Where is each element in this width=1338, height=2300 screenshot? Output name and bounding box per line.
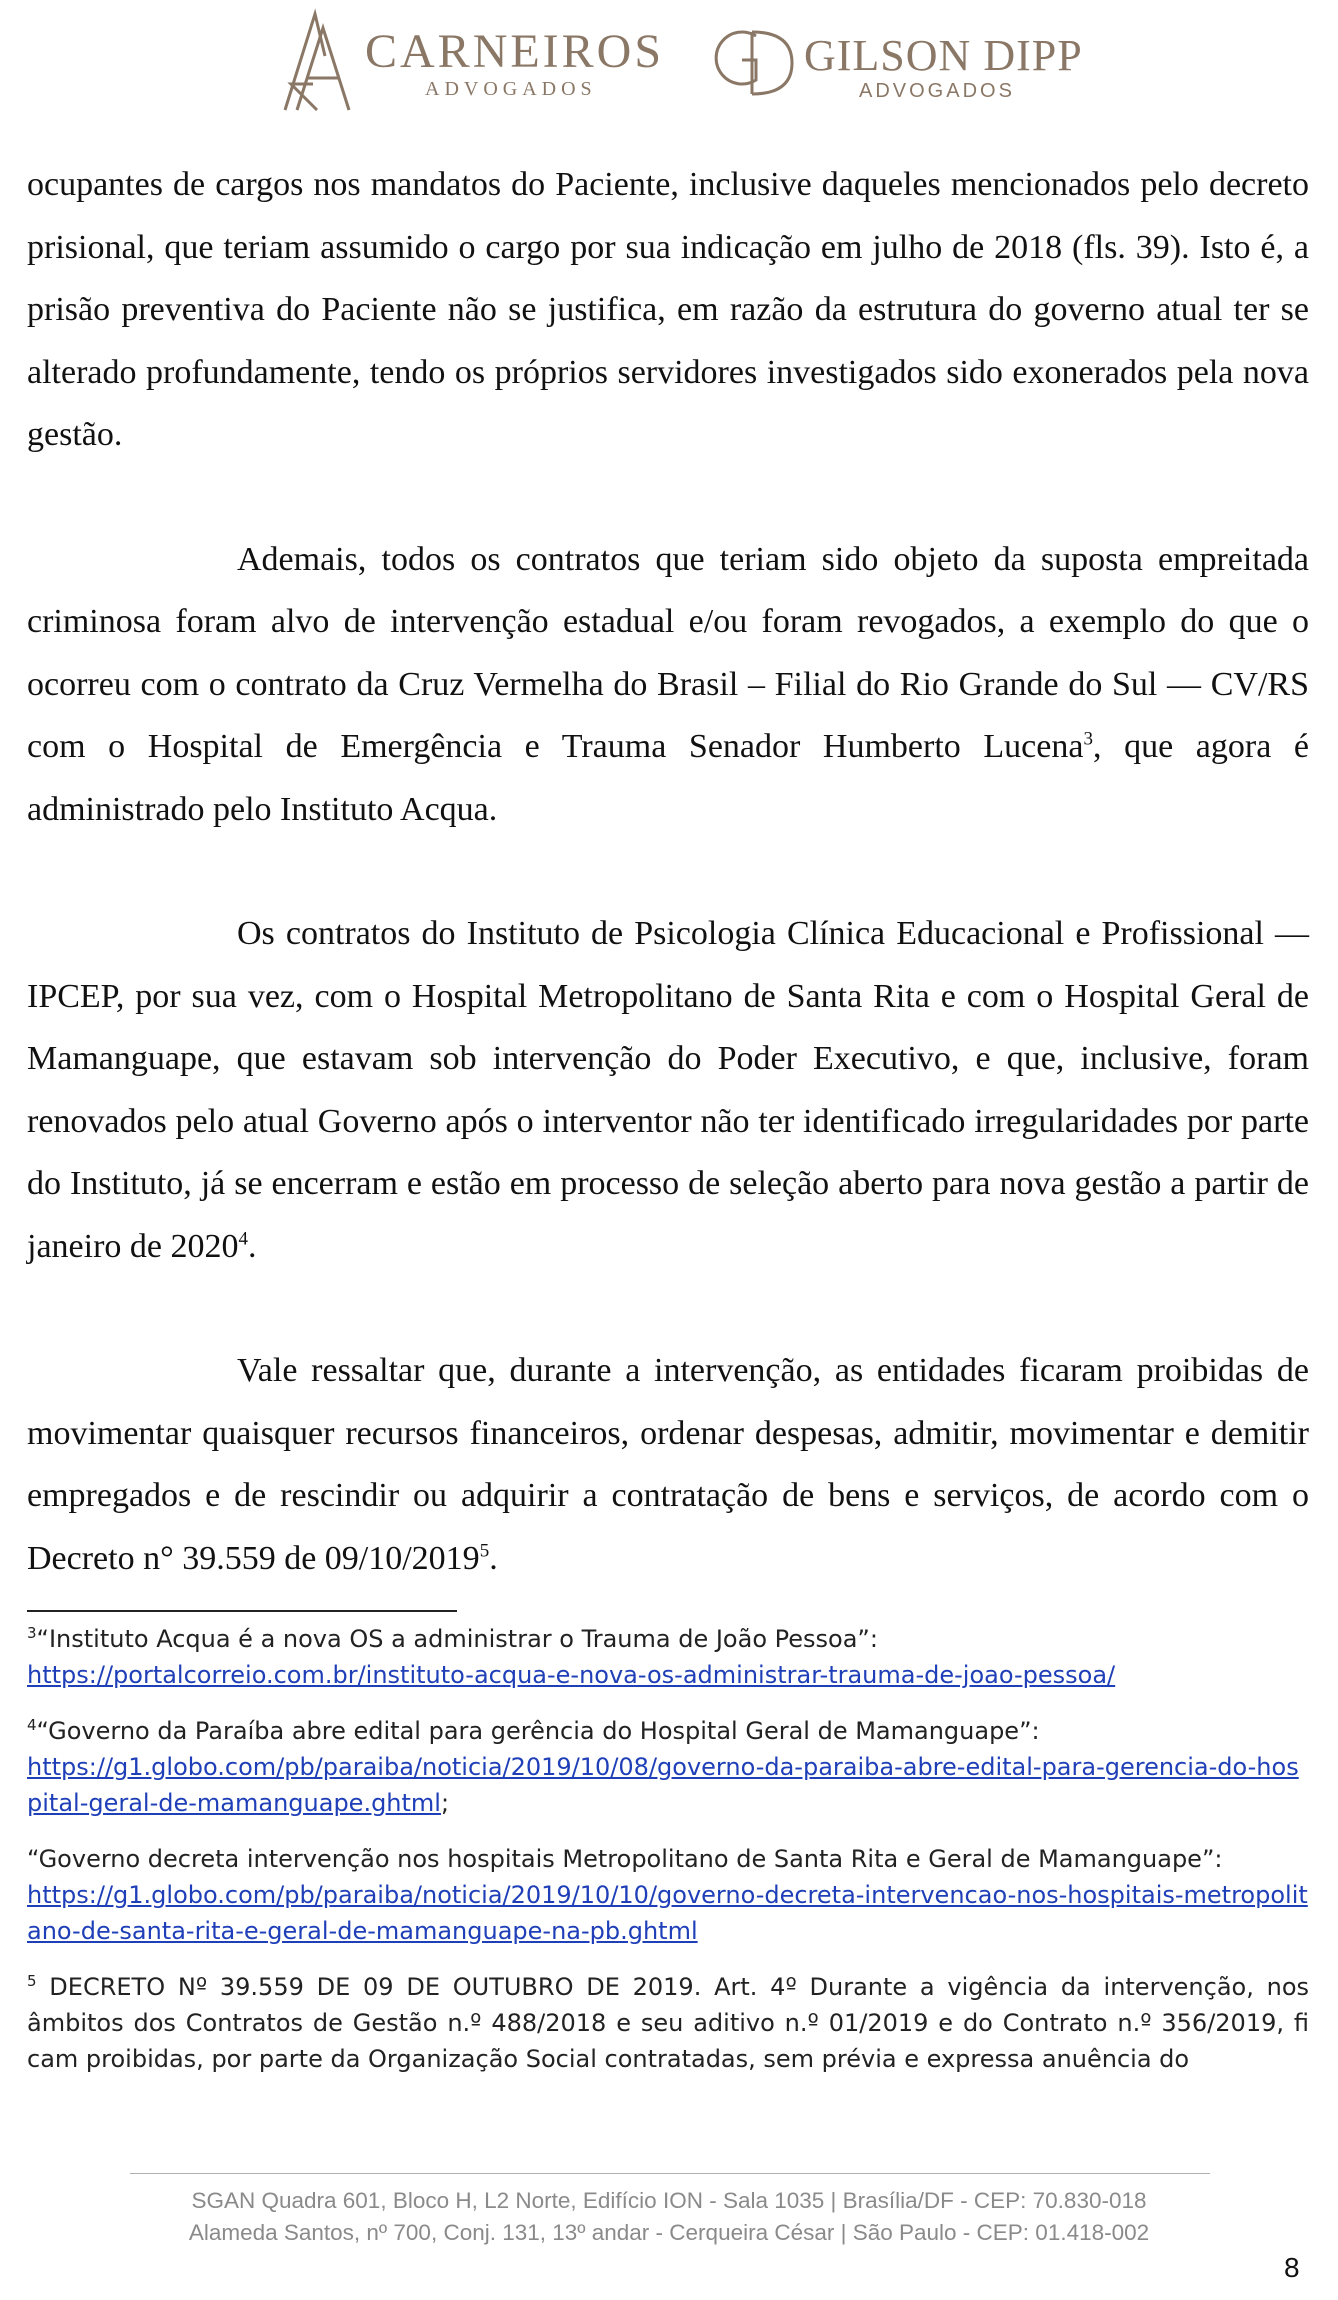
paragraph-1 bbox=[27, 154, 1309, 467]
paragraph-3-text: Os contratos do Instituto de Psicologia Clínica Educacional e Profissional — IPCEP, por sua vez, com o Hospital Metropolitano de Santa Rita e com o Hospital Geral de Mamanguape, que estavam sob intervenção do Poder Executivo, e que, inclusive, foram renovados pelo atual Governo após o interventor não ter identificado irregularidades por parte do Instituto, já se encerram e estão em processo de seleção aberto para nova gestão a partir de janeiro de 2020 bbox=[27, 915, 1309, 1265]
footnote-4 bbox=[27, 1713, 1309, 1821]
paragraph-3 bbox=[27, 903, 1309, 1278]
footer-separator bbox=[130, 2173, 1210, 2174]
carneiros-logo bbox=[277, 6, 665, 114]
footnote-3-number: 3 bbox=[27, 1624, 37, 1642]
paragraph-1-text: ocupantes de cargos nos mandatos do Paciente, inclusive daqueles mencionados pelo decreto prisional, que teriam assumido o cargo por sua indicação em julho de 2018 (fls. 39). Isto é, a prisão preventiva do Paciente não se justifica, em razão da estrutura do governo atual ter se alterado profundamente, tendo os próprios servidores investigados sido exonerados pela nova gestão. bbox=[27, 166, 1309, 453]
footnote-4-number: 4 bbox=[27, 1716, 37, 1734]
footnote-4-tail: ; bbox=[440, 1789, 450, 1817]
footer-address-brasilia: SGAN Quadra 601, Bloco H, L2 Norte, Edifício ION - Sala 1035 | Brasília/DF - CEP: 70.830-018 bbox=[191, 2188, 1147, 2213]
footnote-separator bbox=[27, 1610, 457, 1612]
gilson-dipp-logo-subtitle: ADVOGADOS bbox=[859, 80, 1015, 102]
carneiros-monogram-icon bbox=[277, 6, 367, 114]
gilson-dipp-logo bbox=[712, 22, 1083, 112]
paragraph-2 bbox=[27, 529, 1309, 842]
footnote-4-link[interactable]: https://g1.globo.com/pb/paraiba/noticia/2019/10/08/governo-da-paraiba-abre-edital-para-gerencia-do-hospital-geral-de-mamanguape.ghtml bbox=[27, 1753, 1299, 1817]
footnote-4-text: “Governo da Paraíba abre edital para gerência do Hospital Geral de Mamanguape”: bbox=[36, 1717, 1040, 1745]
footnote-4b-link[interactable]: https://g1.globo.com/pb/paraiba/noticia/2019/10/10/governo-decreta-intervencao-nos-hospitais-metropolitano-de-santa-rita-e-geral-de-mamanguape-na-pb.ghtml bbox=[27, 1881, 1308, 1945]
footnote-3-text: “Instituto Acqua é a nova OS a administrar o Trauma de João Pessoa”: bbox=[36, 1625, 878, 1653]
footnote-ref-4[interactable]: 4 bbox=[238, 1228, 248, 1250]
footnote-ref-5[interactable]: 5 bbox=[479, 1540, 490, 1562]
footnote-3-link[interactable]: https://portalcorreio.com.br/instituto-acqua-e-nova-os-administrar-trauma-de-joao-pessoa/ bbox=[27, 1661, 1116, 1689]
footnote-3 bbox=[27, 1621, 1309, 1693]
page-number: 8 bbox=[1284, 2252, 1300, 2283]
footnote-ref-3[interactable]: 3 bbox=[1083, 728, 1093, 750]
paragraph-2-tail: , que agora é administrado pelo Instituto Acqua. bbox=[27, 728, 1310, 828]
footnote-5-number: 5 bbox=[27, 1972, 37, 1990]
footnotes bbox=[27, 1621, 1309, 2097]
carneiros-logo-name: CARNEIROS bbox=[365, 25, 665, 78]
paragraph-4-tail: . bbox=[489, 1539, 498, 1577]
gd-monogram-icon bbox=[712, 22, 802, 102]
paragraph-3-tail: . bbox=[248, 1227, 257, 1265]
paragraph-4 bbox=[27, 1340, 1309, 1590]
footnote-4b bbox=[27, 1841, 1309, 1949]
footer-address-sao-paulo: Alameda Santos, nº 700, Conj. 131, 13º andar - Cerqueira César | São Paulo - CEP: 01.418-002 bbox=[188, 2220, 1150, 2245]
footnote-4b-text: “Governo decreta intervenção nos hospitais Metropolitano de Santa Rita e Geral de Mamanguape”: bbox=[27, 1845, 1223, 1873]
footnote-5 bbox=[27, 1969, 1309, 2077]
paragraph-4-text: Vale ressaltar que, durante a intervenção, as entidades ficaram proibidas de movimentar quaisquer recursos financeiros, ordenar despesas, admitir, movimentar e demitir empregados e de rescindir ou adquirir a contratação de bens e serviços, de acordo com o Decreto n° 39.559 de 09/10/2019 bbox=[27, 1352, 1309, 1577]
gilson-dipp-logo-name: GILSON DIPP bbox=[804, 31, 1083, 80]
paragraph-2-text: Ademais, todos os contratos que teriam sido objeto da suposta empreitada criminosa foram alvo de intervenção estadual e/ou foram revogados, a exemplo do que o ocorreu com o contrato da Cruz Vermelha do Brasil – Filial do Rio Grande do Sul — CV/RS com o Hospital de Emergência e Trauma Senador Humberto Lucena bbox=[27, 540, 1309, 765]
carneiros-logo-subtitle: ADVOGADOS bbox=[425, 78, 597, 100]
footnote-5-text: DECRETO Nº 39.559 DE 09 DE OUTUBRO DE 2019. Art. 4º Durante a vigência da intervenção, nos âmbitos dos Contratos de Gestão n.º 488/2018 e seu aditivo n.º 01/2019 e do Contrato n.º 356/2019, fi cam proibidas, por parte da Organização Social contratadas, sem prévia e expressa anuência do bbox=[27, 1973, 1309, 2073]
document-body bbox=[27, 154, 1309, 1652]
